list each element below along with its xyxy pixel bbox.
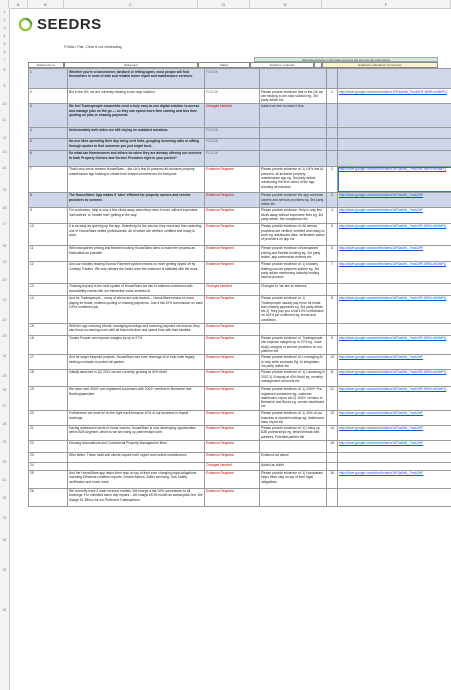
table-row xyxy=(29,103,451,127)
row-number[interactable]: 31 xyxy=(2,478,7,482)
ref-cell[interactable]: 14 xyxy=(327,425,338,440)
statement-cell[interactable]: With the app reducing clients, managing bookings and ensuring payment via escrow, they can focus on earning more with all that extra time and spend time with their families. xyxy=(68,323,205,335)
row-number[interactable]: 17 xyxy=(2,222,7,226)
table-row xyxy=(29,166,451,192)
evidence-submitted-cell[interactable] xyxy=(338,150,451,166)
evidence-submitted-cell[interactable]: http://drive.google.com/drive/folders/1kP4a0r6t_7mvk3HF-8HRLm0NbPQ xyxy=(338,166,451,192)
status-cell[interactable]: Evidence Required xyxy=(205,452,260,462)
status-cell[interactable]: Evidence Required xyxy=(205,440,260,452)
evidence-required-cell[interactable] xyxy=(260,488,327,506)
status-cell[interactable]: Changes Needed xyxy=(205,103,260,127)
ref-cell[interactable]: 10 xyxy=(327,354,338,369)
statement-cell[interactable]: With transparent pricing and flexible booking HouseStars aims to make the process as frictionless as possible. xyxy=(68,245,205,261)
statement-number-cell[interactable]: 14 xyxy=(29,295,68,323)
statement-number-cell[interactable]: 21 xyxy=(29,425,68,440)
evidence-required-cell[interactable]: Please provide evidence of: Tradespeople can improve margins up to 27% eg. Case study, margins of service providers on our platform etc xyxy=(260,335,327,354)
statement-number-cell[interactable]: 24 xyxy=(29,462,68,470)
statement-number-cell[interactable]: 6 xyxy=(29,150,68,166)
evidence-submitted-cell[interactable]: http://drive.google.com/drive/folders/1kP4a0r6t_7mvk3HF xyxy=(338,425,451,440)
statement-number-cell[interactable]: 7 xyxy=(29,166,68,192)
statement-number-cell[interactable]: 3 xyxy=(29,103,68,127)
status-cell[interactable]: FCA OK xyxy=(205,127,260,138)
ref-cell[interactable]: 6 xyxy=(327,245,338,261)
statement-number-cell[interactable]: 1 xyxy=(29,69,68,89)
status-cell[interactable]: Evidence Required xyxy=(205,245,260,261)
evidence-required-cell[interactable] xyxy=(260,69,327,89)
evidence-required-cell[interactable]: Please provide evidence of transparent pricing and flexible booking eg. 3rd party article, app screenshot reviews etc xyxy=(260,245,327,261)
row-number[interactable]: 11 xyxy=(2,118,7,122)
evidence-required-cell[interactable]: Added we feel to make it firm xyxy=(260,103,327,127)
table-row xyxy=(29,207,451,223)
statement-number-cell[interactable]: 9 xyxy=(29,207,68,223)
ref-cell[interactable] xyxy=(327,323,338,335)
evidence-required-cell[interactable]: Changed to 'we aim to address' xyxy=(260,283,327,295)
table-row xyxy=(29,245,451,261)
status-cell[interactable]: FCA OK xyxy=(205,150,260,166)
row-number[interactable]: 9 xyxy=(3,84,6,88)
status-cell[interactable]: Evidence Required xyxy=(205,335,260,354)
row-number[interactable]: 27 xyxy=(2,404,7,408)
statement-cell[interactable]: Having addressed needs of home owners, HouseStars is now developing opportunities within B2B segment, which is we are lining up partnerships with: xyxy=(68,425,205,440)
statement-cell[interactable]: Whether you're a homeowner, landlord or letting agent, most people will find themselves in need of safe and reliable home repair and maintenance services. xyxy=(68,69,205,89)
evidence-submitted-cell[interactable] xyxy=(338,452,451,462)
evidence-required-cell[interactable]: Please provide evidence of: 1) Housestars helps them stay on top of their legal obligations xyxy=(260,470,327,488)
row-number[interactable]: 19 xyxy=(2,260,7,264)
statement-number-cell[interactable]: 25 xyxy=(29,470,68,488)
row-number[interactable]: 20 xyxy=(2,278,7,282)
ref-cell[interactable]: 11 xyxy=(327,369,338,386)
statement-number-cell[interactable]: 11 xyxy=(29,245,68,261)
row-number[interactable]: 30 xyxy=(2,460,7,464)
column-letter-d[interactable]: D xyxy=(198,0,250,8)
evidence-submitted-cell[interactable]: http://drive.google.com/drive/folders/1kP4a0r6t_7mvk3HF xyxy=(338,207,451,223)
statement-cell[interactable]: And the HouseStars app helps them stay on top of their ever changing legal obligations including Electrical condition reports, Smoke Alarms, Boiler servicing, Gas Safety certificates and much more. xyxy=(68,470,205,488)
status-cell[interactable]: Evidence Required xyxy=(205,354,260,369)
table-row xyxy=(29,369,451,386)
statement-number-cell[interactable]: 15 xyxy=(29,323,68,335)
statement-cell[interactable]: So what can Homeowners and others do when they are already offering our services to both Property Owners and Service Providers right in your pocket? xyxy=(68,150,205,166)
statements-table xyxy=(28,68,451,507)
table-row xyxy=(29,283,451,295)
table-row xyxy=(29,323,451,335)
brand-name: SEEDRS xyxy=(37,16,102,33)
evidence-submitted-cell[interactable] xyxy=(338,283,451,295)
table-row xyxy=(29,192,451,207)
statement-number-cell[interactable]: 23 xyxy=(29,452,68,462)
statement-number-cell[interactable]: 12 xyxy=(29,261,68,283)
evidence-required-cell[interactable] xyxy=(260,323,327,335)
table-row xyxy=(29,488,451,506)
status-cell[interactable]: Evidence Required xyxy=(205,369,260,386)
table-row xyxy=(29,452,451,462)
row-number[interactable]: 5 xyxy=(3,42,6,46)
evidence-submitted-cell[interactable] xyxy=(338,69,451,89)
statement-cell[interactable]: That's why we've created HouseStars – the UK's first AI powered all-inclusive property maintenance app looking to create both trusted convenience for everyone. xyxy=(68,166,205,192)
evidence-required-cell[interactable]: Please provide evidence the app connects owners and service providers eg. 3rd party article etc xyxy=(260,192,327,207)
header-statement-no[interactable]: Statement no. xyxy=(28,62,64,68)
row-number[interactable]: 21 xyxy=(2,298,7,302)
table-row xyxy=(29,150,451,166)
ref-cell[interactable]: 1 xyxy=(327,89,338,104)
row-number[interactable]: 10 xyxy=(2,102,7,106)
evidence-required-cell[interactable]: Please provide evidence of: All service providers are verified, certified and ready to work eg. dashboard data, verification status of providers on app etc xyxy=(260,223,327,245)
table-row xyxy=(29,462,451,470)
statement-number-cell[interactable]: 19 xyxy=(29,386,68,410)
status-cell[interactable]: Evidence Required xyxy=(205,207,260,223)
evidence-submitted-cell[interactable] xyxy=(338,488,451,506)
evidence-submitted-cell[interactable] xyxy=(338,462,451,470)
statement-cell[interactable]: Furthermore we must be on the right track because 40% of our business is repeat bookings. xyxy=(68,410,205,425)
row-number[interactable]: 13 xyxy=(2,150,7,154)
statement-number-cell[interactable]: 5 xyxy=(29,138,68,150)
column-letter-e[interactable]: E xyxy=(250,0,322,8)
statement-cell[interactable]: We currently have 2 main revenue models: We charge a flat 10% commission to all bookings. For unlimited same day repairs – we charge £5.99 month as subscription fee. We charge £1.99/mo for our Preferred Tradesperson xyxy=(68,488,205,506)
statement-cell[interactable]: Unfortunately both sides are still relying on outdated solutions. xyxy=(68,127,205,138)
header-statement[interactable]: Statement xyxy=(64,62,198,68)
row-number[interactable]: 8 xyxy=(3,68,6,72)
column-header-bar xyxy=(0,0,451,9)
status-cell[interactable]: FCA OK xyxy=(205,89,260,104)
evidence-submitted-cell[interactable]: http://drive.google.com/drive/folders/1kP4a0r6t_7mvk3HF xyxy=(338,192,451,207)
row-number[interactable]: 7 xyxy=(3,58,6,62)
row-number[interactable]: 18 xyxy=(2,244,7,248)
evidence-submitted-cell[interactable]: http://drive.google.com/drive/folders/1kP4a0r6t_7mvk3HF-8HRLm0NbPQ xyxy=(338,386,451,410)
evidence-submitted-cell[interactable] xyxy=(338,103,451,127)
evidence-submitted-cell[interactable] xyxy=(338,127,451,138)
evidence-submitted-cell[interactable]: http://drive.google.com/drive/folders/1kP4a0r6t_7mvk3HF-8HRLm0NbPQ xyxy=(338,295,451,323)
evidence-required-cell[interactable]: Please provide evidence of: 1) Tradespeople usually pay more for leads and chasing payments eg. 3rd party article etc 2) They pay you a flat 10% commission on 100% job confirmed eg. terms and conditions xyxy=(260,295,327,323)
evidence-submitted-cell[interactable]: http://drive.google.com/drive/folders/1kP4a0r6t_7mvk3HF xyxy=(338,245,451,261)
table-row xyxy=(29,440,451,452)
evidence-required-cell[interactable] xyxy=(260,150,327,166)
statement-cell[interactable]: The HouseStars' App makes it 'uber' efficient for property owners and service providers to connect. xyxy=(68,192,205,207)
ref-cell[interactable] xyxy=(327,69,338,89)
statement-number-cell[interactable]: 18 xyxy=(29,369,68,386)
status-cell[interactable]: Evidence Required xyxy=(205,425,260,440)
header-evidence-submitted[interactable]: Evidence submitted / Comments xyxy=(322,62,438,68)
evidence-required-cell[interactable]: Please provide evidence of: 1) 2000+ Pre-registered customers eg. customer dashboard, report etc 2) 1000+ vendors in Berkshire and Bucks eg. vendor dashboard etc xyxy=(260,386,327,410)
statement-cell[interactable]: Thinking beyond is the next update of HouseStars we aim to address customers with accessibility needs with our interactive voice-enabled AI. xyxy=(68,283,205,295)
ref-cell[interactable]: 3 xyxy=(327,192,338,207)
table-row xyxy=(29,425,451,440)
statement-cell[interactable]: Initially launched in Q2 2022 we are currently growing at 40% MoM. xyxy=(68,369,205,386)
statement-number-cell[interactable]: 20 xyxy=(29,410,68,425)
status-cell[interactable]: Evidence Required xyxy=(205,192,260,207)
ref-cell[interactable]: 7 xyxy=(327,261,338,283)
ref-cell[interactable]: 9 xyxy=(327,335,338,354)
evidence-submitted-cell[interactable]: http://drive.google.com/drive/folders/1kP4a0r6t_7mvk3HF xyxy=(338,440,451,452)
row-number[interactable]: 26 xyxy=(2,388,7,392)
status-cell[interactable]: Evidence Required xyxy=(205,166,260,192)
statement-number-cell[interactable]: 13 xyxy=(29,283,68,295)
evidence-required-cell[interactable] xyxy=(260,440,327,452)
evidence-required-cell[interactable] xyxy=(260,138,327,150)
evidence-submitted-cell[interactable]: http://drive.google.com/drive/folders/1kP4a0r6t_7mvk3HF-8HRLm0NbPQ xyxy=(338,369,451,386)
row-number[interactable]: 33 xyxy=(2,516,7,520)
sheet-subtitle: FOMA • Fair, Clear & not misleading xyxy=(64,45,122,49)
statement-cell[interactable]: Who better. These multi-unit clients require both urgent and routine maintenance. xyxy=(68,452,205,462)
ref-cell[interactable]: 12 xyxy=(327,386,338,410)
header-evidence-required[interactable]: Evidence required xyxy=(250,62,314,68)
evidence-submitted-cell[interactable] xyxy=(338,323,451,335)
status-cell[interactable]: Evidence Required xyxy=(205,261,260,283)
ref-cell[interactable] xyxy=(327,138,338,150)
ref-cell[interactable]: 5 xyxy=(327,223,338,245)
status-cell[interactable]: Evidence Required xyxy=(205,470,260,488)
evidence-required-cell[interactable]: Evidence as above xyxy=(260,452,327,462)
row-number[interactable]: 6 xyxy=(3,50,6,54)
evidence-submitted-cell[interactable]: http://drive.google.com/drive/folders/1kP4a0r6t_7mvk3HF-8HRLm0NbPQ xyxy=(338,223,451,245)
evidence-required-cell[interactable]: Please provide evidence: Help is only few clicks away without expensive fees eg. 3rd party article, the comparison etc xyxy=(260,207,327,223)
column-letter-f[interactable]: F xyxy=(322,0,451,8)
evidence-required-cell[interactable]: Please provide evidence of: 1) Lining up B2B partnerships eg. email threads with partners, Potential partner list xyxy=(260,425,327,440)
row-number[interactable]: 24 xyxy=(2,354,7,358)
row-number[interactable]: 16 xyxy=(2,206,7,210)
ref-cell[interactable]: 16 xyxy=(327,470,338,488)
table-row xyxy=(29,261,451,283)
table-row xyxy=(29,69,451,89)
evidence-submitted-cell[interactable] xyxy=(338,138,451,150)
statement-cell[interactable] xyxy=(68,462,205,470)
statement-number-cell[interactable]: 17 xyxy=(29,354,68,369)
evidence-submitted-cell[interactable]: http://drive.google.com/drive/folders/1kP4a0r6t_7mvk3HF xyxy=(338,354,451,369)
statement-cell[interactable]: And for larger bespoke projects, HouseStars can even leverage AI to help write legally binding contracts to protect all parties. xyxy=(68,354,205,369)
ref-cell[interactable] xyxy=(327,283,338,295)
table-row xyxy=(29,295,451,323)
table-row xyxy=(29,89,451,104)
evidence-required-cell[interactable]: Please provide evidence of: 1) 40% of our business is repeat bookings eg. dashboard data, report etc xyxy=(260,410,327,425)
table-row xyxy=(29,470,451,488)
row-number[interactable]: 22 xyxy=(2,318,7,322)
status-cell[interactable]: Evidence Required xyxy=(205,323,260,335)
statement-cell[interactable]: Housing Associations and Commercial Property Management firms xyxy=(68,440,205,452)
statement-number-cell[interactable]: 8 xyxy=(29,192,68,207)
evidence-required-cell[interactable]: Added as bullet xyxy=(260,462,327,470)
status-cell[interactable]: Changes Needed xyxy=(205,283,260,295)
statement-number-cell[interactable]: 26 xyxy=(29,488,68,506)
header-status[interactable]: Status xyxy=(198,62,250,68)
statement-number-cell[interactable]: 4 xyxy=(29,127,68,138)
table-row xyxy=(29,386,451,410)
statement-cell[interactable]: We have over 2000+ pre-registered customers with 1000+ vendors in Berkshire and Buckinghamshire. xyxy=(68,386,205,410)
corner-cell[interactable] xyxy=(0,0,9,8)
ref-cell[interactable]: 15 xyxy=(327,440,338,452)
ref-cell[interactable]: 4 xyxy=(327,207,338,223)
status-cell[interactable]: Evidence Required xyxy=(205,223,260,245)
ref-cell[interactable] xyxy=(327,150,338,166)
statement-cell[interactable]: It is as easy as opening up the app. Searching for the service they need and then selecting one of HouseStars vetted professionals. All of whom are verified, certified and ready to work. xyxy=(68,223,205,245)
statement-number-cell[interactable]: 22 xyxy=(29,440,68,452)
table-row xyxy=(29,223,451,245)
column-letter-c[interactable]: C xyxy=(64,0,198,8)
statement-cell[interactable]: We feel Tradespeople meanwhile need a truly easy-to-use digital solution to access and manage jobs on the go — so they can spend more time earning and less time quoting on jobs or chasing payments. xyxy=(68,103,205,127)
evidence-required-cell[interactable]: Please provide evidence of: 1) Launching in 2022 2) Growing at 40% MoM eg. monthly management accounts etc xyxy=(260,369,327,386)
status-cell[interactable]: Evidence Required xyxy=(205,386,260,410)
row-number-gutter xyxy=(0,8,10,690)
statement-cell[interactable]: And for Tradespeople – many of whom are sole traders – HouseStars means no more paying for leads, endless quoting or chasing payments. Just a flat 10% commission on each 100% confirmed job. xyxy=(68,295,205,323)
row-number[interactable]: 12 xyxy=(2,136,7,140)
column-letter-b[interactable]: B xyxy=(28,0,64,8)
ref-cell[interactable]: 8 xyxy=(327,295,338,323)
row-number[interactable]: 15 xyxy=(2,188,7,192)
status-cell[interactable]: Changes Needed xyxy=(205,462,260,470)
row-number[interactable]: 2 xyxy=(3,18,6,22)
status-cell[interactable]: Evidence Required xyxy=(205,410,260,425)
evidence-required-cell[interactable]: Please provide evidence that in the UK we are missing a one-stop solution eg. 3rd party article etc xyxy=(260,89,327,104)
row-number[interactable]: 34 xyxy=(2,538,7,542)
table-row xyxy=(29,354,451,369)
statement-cell[interactable]: Trades People can improve margins by up to 27% xyxy=(68,335,205,354)
evidence-required-cell[interactable]: Please provide evidence of: Leveraging AI to help write contracts Eg. AI integration, 3rd party article etc xyxy=(260,354,327,369)
status-cell[interactable]: FCA OK xyxy=(205,69,260,89)
evidence-submitted-cell[interactable]: http://drive.google.com/drive/folders/1kP4a0r6t_7mvk3HF xyxy=(338,410,451,425)
evidence-submitted-cell[interactable]: http://drive.google.com/drive/folders/1kP4a0r6t_7mvk3HF-8HRLm0NbPQ xyxy=(338,335,451,354)
statement-number-cell[interactable]: 16 xyxy=(29,335,68,354)
statement-cell[interactable]: For customers, help is only a few clicks away when they need it most, without expensive 'call outfees' or 'middle men' getting in the way. xyxy=(68,207,205,223)
row-number[interactable]: 25 xyxy=(2,374,7,378)
row-number[interactable]: 36 xyxy=(2,608,7,612)
ref-cell[interactable] xyxy=(327,488,338,506)
ref-cell[interactable] xyxy=(327,452,338,462)
table-row xyxy=(29,410,451,425)
row-number[interactable]: 35 xyxy=(2,568,7,572)
table-row xyxy=(29,127,451,138)
row-number[interactable]: 23 xyxy=(2,334,7,338)
statement-number-cell[interactable]: 2 xyxy=(29,89,68,104)
evidence-required-cell[interactable] xyxy=(260,127,327,138)
column-letter-a[interactable]: A xyxy=(9,0,28,8)
evidence-required-cell[interactable]: Please provide evidence of: 1) UK's first AI-powered, all inclusive property maintenance app eg. 3rd party article mentioning the first; demo of the app showing all inclusive xyxy=(260,166,327,192)
row-number[interactable]: 28 xyxy=(2,422,7,426)
row-number[interactable]: 1 xyxy=(3,10,6,14)
row-number[interactable]: 3 xyxy=(3,26,6,30)
evidence-submitted-cell[interactable]: http://drive.google.com/drive/folders/1PK4a0r6t_7mvk3HF-8HRLm0NbPQ xyxy=(338,89,451,104)
row-number[interactable]: 14 xyxy=(2,166,7,170)
evidence-submitted-cell[interactable]: http://drive.google.com/drive/folders/1kP4a0r6t_7mvk3HF-8HRLm0NbPQ xyxy=(338,261,451,283)
row-number[interactable]: 32 xyxy=(2,496,7,500)
table-row xyxy=(29,335,451,354)
ref-cell[interactable] xyxy=(327,103,338,127)
status-cell[interactable]: FCA OK xyxy=(205,138,260,150)
statement-cell[interactable]: And our industry leading Escrow Payment system means no more getting ripped off by Cowboy Traders. We only release the funds once the customer is satisfied with the work. xyxy=(68,261,205,283)
seedrs-logo-icon xyxy=(18,17,33,32)
status-cell[interactable]: Evidence Required xyxy=(205,488,260,506)
ref-cell[interactable]: 13 xyxy=(327,410,338,425)
statement-cell[interactable]: No one likes spending their day being sent links, googling incoming calls or sifting through quotes to find someone you just might trust. xyxy=(68,138,205,150)
table-row xyxy=(29,138,451,150)
statement-cell[interactable]: But in the UK, we are currently missing a one-stop solution. xyxy=(68,89,205,104)
ref-cell[interactable]: 2 xyxy=(327,166,338,192)
brand-logo xyxy=(18,16,102,33)
evidence-required-cell[interactable]: Please provide evidence of: 1) Industry leading escrow payment system eg. 3rd party article mentioning industry leading escrow product xyxy=(260,261,327,283)
status-cell[interactable]: Evidence Required xyxy=(205,295,260,323)
ref-cell[interactable] xyxy=(327,462,338,470)
ref-cell[interactable] xyxy=(327,127,338,138)
statement-number-cell[interactable]: 10 xyxy=(29,223,68,245)
row-number[interactable]: 29 xyxy=(2,440,7,444)
instruction-note[interactable]: Add screenshots to this folder and use the link into the cells below xyxy=(254,57,438,62)
evidence-submitted-cell[interactable]: http://drive.google.com/drive/folders/1kP4a0r6t_7mvk3HF xyxy=(338,470,451,488)
row-number[interactable]: 4 xyxy=(3,34,6,38)
